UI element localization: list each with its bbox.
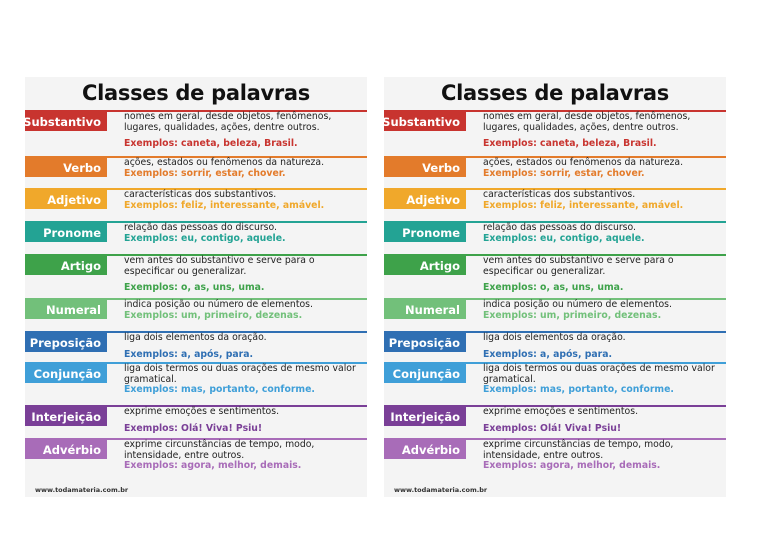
class-description-block xyxy=(483,333,721,360)
class-description: relação das pessoas do discurso. xyxy=(483,222,636,233)
class-description: vem antes do substantivo e serve para o especificar ou generalizar. xyxy=(124,255,315,277)
class-label: Preposição xyxy=(384,333,466,352)
class-examples: Exemplos: feliz, interessante, amável. xyxy=(124,199,325,211)
class-description: ações, estados ou fenômenos da natureza. xyxy=(483,157,684,168)
class-description-block xyxy=(483,407,721,434)
class-label: Conjunção xyxy=(384,364,466,383)
class-description-block xyxy=(483,300,721,321)
class-description-block xyxy=(483,112,721,150)
class-description-block xyxy=(483,190,721,211)
class-examples: Exemplos: sorrir, estar, chover. xyxy=(124,167,286,179)
class-label: Adjetivo xyxy=(25,190,107,209)
class-label: Substantivo xyxy=(384,112,466,131)
class-examples: Exemplos: um, primeiro, dezenas. xyxy=(124,309,303,321)
class-examples: Exemplos: feliz, interessante, amável. xyxy=(483,199,684,211)
class-description: exprime emoções e sentimentos. xyxy=(124,406,280,417)
class-description: liga dois elementos da oração. xyxy=(124,332,267,343)
class-description-block xyxy=(483,364,721,396)
class-examples: Exemplos: sorrir, estar, chover. xyxy=(483,167,645,179)
class-description-block xyxy=(483,223,721,244)
class-description: indica posição ou número de elementos. xyxy=(124,299,313,310)
class-examples: Exemplos: um, primeiro, dezenas. xyxy=(483,309,662,321)
class-examples: Exemplos: eu, contigo, aquele. xyxy=(124,232,286,244)
class-label: Artigo xyxy=(25,256,107,275)
class-label: Verbo xyxy=(384,158,466,177)
class-description-block xyxy=(124,440,362,472)
class-label: Advérbio xyxy=(25,440,107,459)
class-description-block xyxy=(124,300,362,321)
class-examples: Exemplos: caneta, beleza, Brasil. xyxy=(483,138,657,149)
class-examples: Exemplos: agora, melhor, demais. xyxy=(124,460,302,471)
website-credit: www.todamateria.com.br xyxy=(35,486,129,494)
class-examples: Exemplos: agora, melhor, demais. xyxy=(483,460,661,471)
class-examples: Exemplos: mas, portanto, conforme. xyxy=(124,384,315,395)
class-examples: Exemplos: a, após, para. xyxy=(124,348,254,360)
class-examples: Exemplos: caneta, beleza, Brasil. xyxy=(124,138,298,149)
class-label: Artigo xyxy=(384,256,466,275)
class-description: ações, estados ou fenômenos da natureza. xyxy=(124,157,325,168)
class-label: Advérbio xyxy=(384,440,466,459)
class-examples: Exemplos: Olá! Viva! Psiu! xyxy=(483,422,622,434)
class-description: indica posição ou número de elementos. xyxy=(483,299,672,310)
class-examples: Exemplos: o, as, uns, uma. xyxy=(124,282,265,293)
class-description: liga dois termos ou duas orações de mesmo valor gramatical. xyxy=(483,363,715,385)
word-classes-card-left xyxy=(25,77,367,497)
class-description-block xyxy=(124,256,362,294)
class-label: Pronome xyxy=(384,223,466,242)
class-description: nomes em geral, desde objetos, fenômenos, lugares, qualidades, ações, dentre outros. xyxy=(483,111,691,133)
class-description: exprime circunstâncias de tempo, modo, intensidade, entre outros. xyxy=(483,439,674,461)
class-label: Adjetivo xyxy=(384,190,466,209)
class-description: exprime emoções e sentimentos. xyxy=(483,406,639,417)
class-examples: Exemplos: Olá! Viva! Psiu! xyxy=(124,422,263,434)
class-examples: Exemplos: a, após, para. xyxy=(483,348,613,360)
class-description-block xyxy=(483,256,721,294)
class-examples: Exemplos: o, as, uns, uma. xyxy=(483,282,624,293)
class-examples: Exemplos: mas, portanto, conforme. xyxy=(483,384,674,395)
class-description-block xyxy=(124,223,362,244)
card-title: Classes de palavras xyxy=(440,81,669,105)
class-description: liga dois elementos da oração. xyxy=(483,332,626,343)
class-description: características dos substantivos. xyxy=(483,189,636,200)
class-description-block xyxy=(124,407,362,434)
class-description: vem antes do substantivo e serve para o especificar ou generalizar. xyxy=(483,255,674,277)
class-description-block xyxy=(124,158,362,179)
class-label: Interjeição xyxy=(25,407,107,426)
card-title: Classes de palavras xyxy=(81,81,310,105)
class-description-block xyxy=(124,333,362,360)
class-label: Pronome xyxy=(25,223,107,242)
class-examples: Exemplos: eu, contigo, aquele. xyxy=(483,232,645,244)
class-label: Verbo xyxy=(25,158,107,177)
class-description-block xyxy=(124,190,362,211)
class-description: relação das pessoas do discurso. xyxy=(124,222,277,233)
class-description: liga dois termos ou duas orações de mesmo valor gramatical. xyxy=(124,363,356,385)
class-description: exprime circunstâncias de tempo, modo, intensidade, entre outros. xyxy=(124,439,315,461)
class-description: nomes em geral, desde objetos, fenômenos, lugares, qualidades, ações, dentre outros. xyxy=(124,111,332,133)
class-label: Conjunção xyxy=(25,364,107,383)
class-label: Numeral xyxy=(384,300,466,319)
website-credit: www.todamateria.com.br xyxy=(394,486,488,494)
class-label: Interjeição xyxy=(384,407,466,426)
class-label: Substantivo xyxy=(25,112,107,131)
class-description-block xyxy=(124,112,362,150)
class-label: Numeral xyxy=(25,300,107,319)
class-description-block xyxy=(124,364,362,396)
word-classes-card-right xyxy=(384,77,726,497)
class-description: características dos substantivos. xyxy=(124,189,277,200)
class-description-block xyxy=(483,440,721,472)
class-description-block xyxy=(483,158,721,179)
class-label: Preposição xyxy=(25,333,107,352)
